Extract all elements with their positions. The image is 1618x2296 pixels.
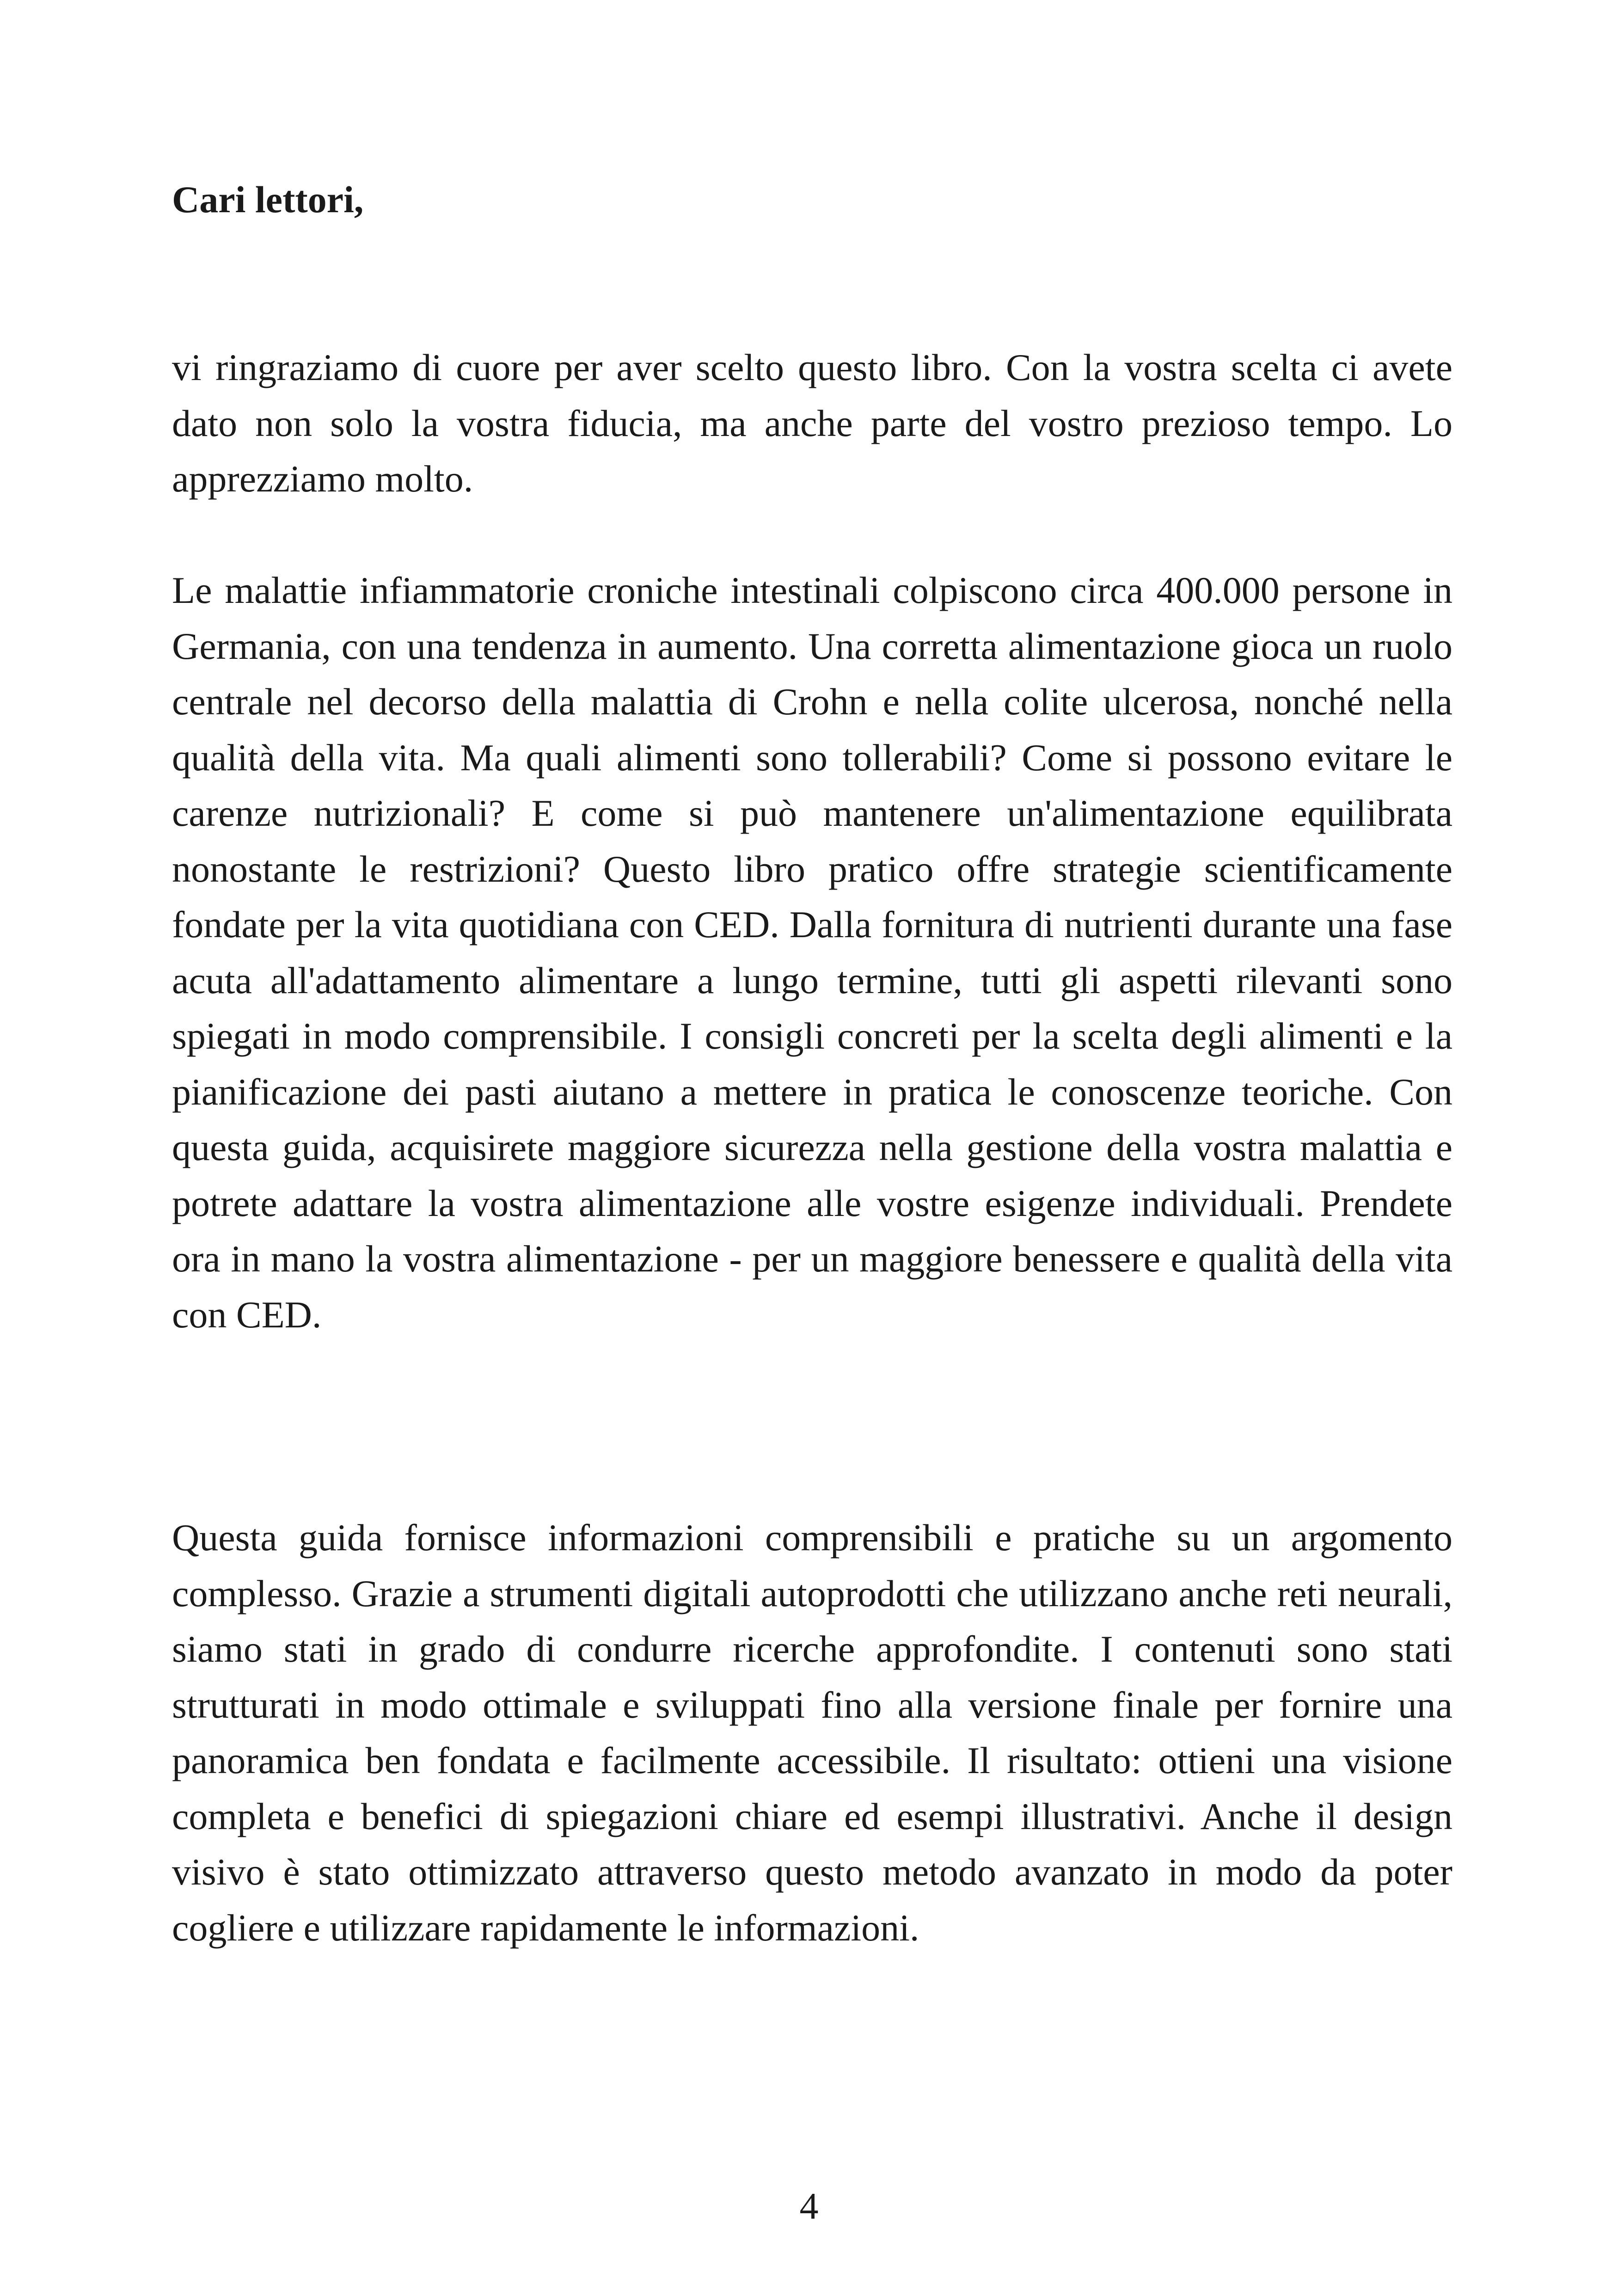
paragraph-guide-method xyxy=(172,1510,1453,1956)
paragraph-text: Questa guida fornisce informazioni comprensibili e pratiche su un argomento complesso. Grazie a strumenti digitali autoprodotti che utilizzano anche reti neurali, siamo stati in grado di condurre ricerche approfondite. I contenuti sono stati strutturati in modo ottimale e sviluppati fino alla versione finale per fornire una panoramica ben fondata e facilmente accessibile. Il risultato: ottieni una visione completa e benefici di spiegazioni chiare ed esempi illustrativi. Anche il design visivo è stato ottimizzato attraverso questo metodo avanzato in modo da poter cogliere e utilizzare rapidamente le informazioni. xyxy=(172,1516,1453,1949)
paragraph-ibd-nutrition xyxy=(172,563,1453,1343)
paragraph-text: vi ringraziamo di cuore per aver scelto questo libro. Con la vostra scelta ci avete dato non solo la vostra fiducia, ma anche parte del vostro prezioso tempo. Lo apprezziamo molto. xyxy=(172,346,1453,500)
paragraph-text: Le malattie infiammatorie croniche intestinali colpiscono circa 400.000 persone in Germania, con una tendenza in aumento. Una corretta alimentazione gioca un ruolo centrale nel decorso della malattia di Crohn e nella colite ulcerosa, nonché nella qualità della vita. Ma quali alimenti sono tollerabili? Come si possono evitare le carenze nutrizionali? E come si può mantenere un'alimentazione equilibrata nonostante le restrizioni? Questo libro pratico offre strategie scientificamente fondate per la vita quotidiana con CED. Dalla fornitura di nutrienti durante una fase acuta all'adattamento alimentare a lungo termine, tutti gli aspetti rilevanti sono spiegati in modo comprensibile. I consigli concreti per la scelta degli alimenti e la pianificazione dei pasti aiutano a mettere in pratica le conoscenze teoriche. Con questa guida, acquisirete maggiore sicurezza nella gestione della vostra malattia e potrete adattare la vostra alimentazione alle vostre esigenze individuali. Prendete ora in mano la vostra alimentazione - per un maggiore benessere e qualità della vita con CED. xyxy=(172,569,1453,1336)
page-number: 4 xyxy=(799,2185,819,2227)
paragraph-thanks xyxy=(172,340,1453,507)
greeting-heading: Cari lettori, xyxy=(172,178,364,221)
